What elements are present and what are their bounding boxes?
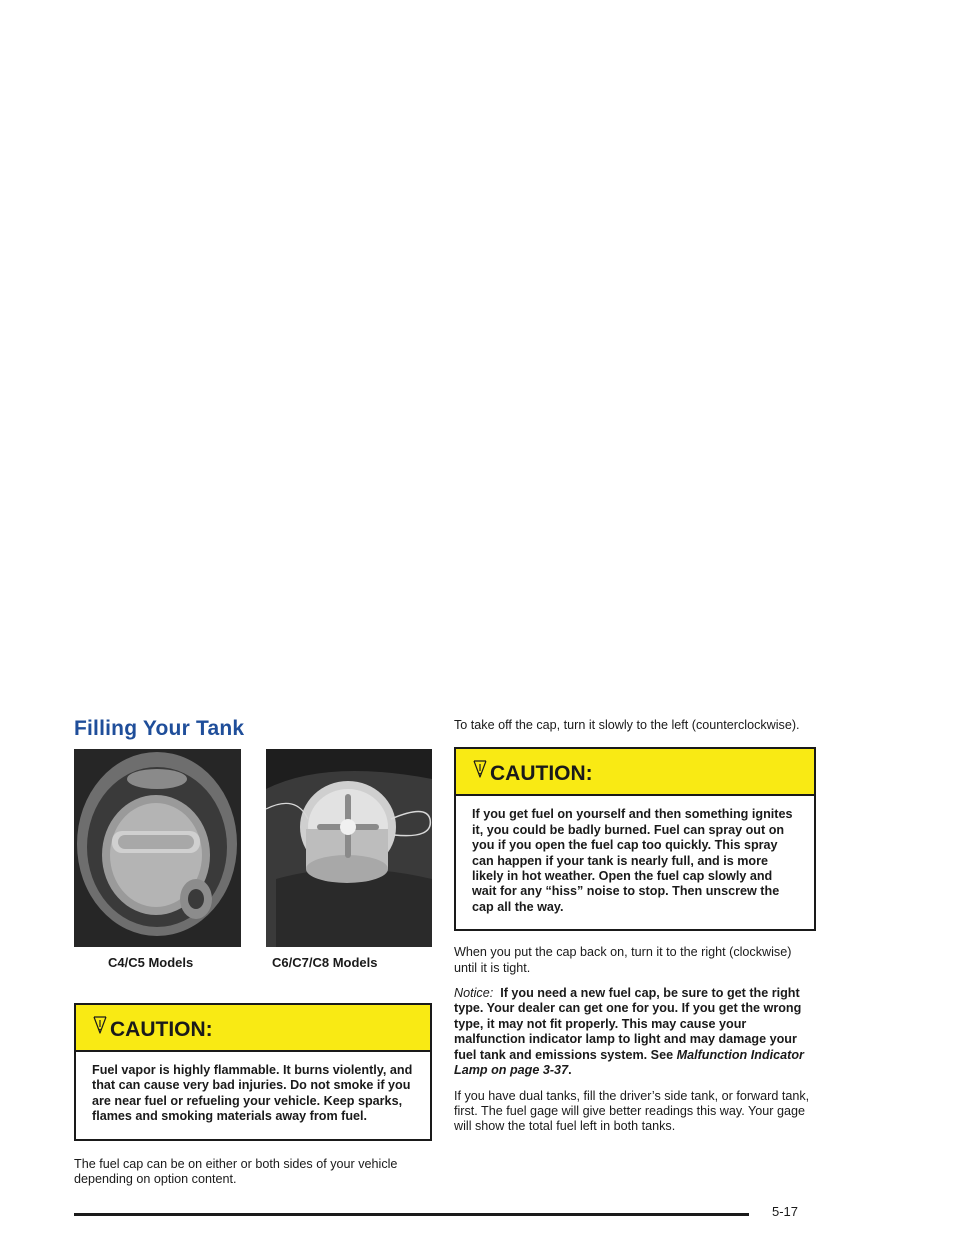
c4-c5-fuel-cap-photo bbox=[74, 749, 241, 947]
notice-body: If you need a new fuel cap, be sure to get the right type. Your dealer can get one for you. If you get the wrong type, it may not fit properly. This may cause your malfunction indicator lamp to light and may damage your fuel tank and emissions system. See bbox=[454, 986, 802, 1062]
c6-c7-c8-fuel-cap-photo bbox=[266, 749, 432, 947]
right-column bbox=[454, 718, 816, 1135]
page-number: 5-17 bbox=[772, 1204, 799, 1219]
fuel-spray-caution-box bbox=[454, 747, 816, 931]
fuel-cap-figure bbox=[74, 749, 432, 979]
notice-end: . bbox=[568, 1063, 572, 1078]
caution-warning-icon bbox=[92, 1015, 108, 1035]
notice-label: Notice: bbox=[454, 986, 494, 1001]
caution-title: CAUTION: bbox=[110, 1018, 213, 1041]
section-title: Filling Your Tank bbox=[74, 717, 245, 740]
fuel-vapor-caution-box bbox=[74, 1003, 432, 1141]
caution-title: CAUTION: bbox=[490, 762, 593, 786]
footer-rule bbox=[74, 1213, 749, 1216]
notice-paragraph bbox=[454, 986, 816, 1078]
c6-c7-c8-caption: C6/C7/C8 Models bbox=[272, 955, 378, 970]
malfunction-lamp-reference-link[interactable]: Malfunction Indicator Lamp on page 3-37 bbox=[454, 1047, 804, 1078]
dual-tanks-paragraph: If you have dual tanks, fill the driver’s side tank, or forward tank, first. The fuel gage will give better readings this way. Your gage will show the total fuel left in both tanks. bbox=[454, 1088, 810, 1134]
caution-warning-icon bbox=[472, 759, 488, 779]
caution-header bbox=[76, 1005, 430, 1052]
replace-cap-paragraph: When you put the cap back on, turn it to the right (clockwise) until it is tight. bbox=[454, 945, 792, 975]
caution-header bbox=[456, 749, 814, 796]
caution-body: Fuel vapor is highly flammable. It burns violently, and that can cause very bad injuries. Do not smoke if you are near fuel or refueling your vehicle. Keep sparks, flames and smoking materials away from fuel. bbox=[92, 1063, 413, 1124]
remove-cap-paragraph: To take off the cap, turn it slowly to the left (counterclockwise). bbox=[454, 718, 800, 732]
c4-c5-caption: C4/C5 Models bbox=[108, 955, 194, 970]
left-column bbox=[74, 716, 432, 1187]
caution-body: If you get fuel on yourself and then something ignites it, you could be badly burned. Fuel can spray out on you if you open the fuel cap too quickly. This spray can happen if your tank is nearly full, and is more likely in hot weather. Open the fuel cap slowly and wait for any “hiss” noise to stop. Then unscrew the cap all the way. bbox=[472, 807, 793, 914]
fuel-cap-sides-paragraph: The fuel cap can be on either or both sides of your vehicle depending on option content. bbox=[74, 1156, 398, 1187]
